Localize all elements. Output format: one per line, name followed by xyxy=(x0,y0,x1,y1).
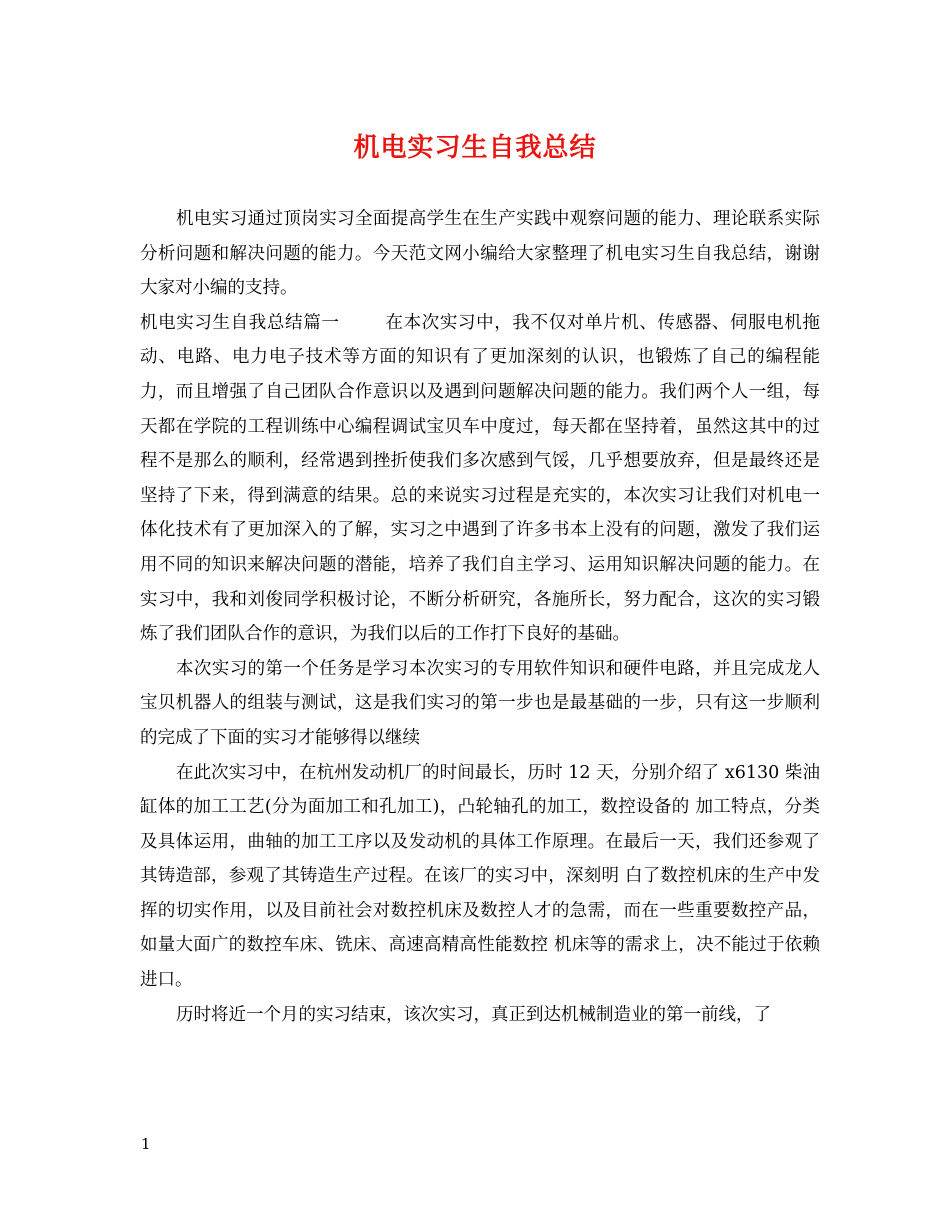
section-paragraph xyxy=(140,306,820,652)
document-body xyxy=(140,202,820,1032)
section-heading: 机电实习生自我总结篇一 xyxy=(140,312,340,333)
paragraph-2: 本次实习的第一个任务是学习本次实习的专用软件知识和硬件电路，并且完成龙人宝贝机器人的组装与测试，这是我们实习的第一步也是最基础的一步，只有这一步顺利的完成了下面的实习才能够得以继续 xyxy=(140,658,820,748)
document-title: 机电实习生自我总结 xyxy=(353,133,597,163)
intro-paragraph: 机电实习通过顶岗实习全面提高学生在生产实践中观察问题的能力、理论联系实际分析问题和解决问题的能力。今天范文网小编给大家整理了机电实习生自我总结，谢谢大家对小编的支持。 xyxy=(140,209,820,299)
page-number: 1 xyxy=(141,1135,151,1153)
section-text: 在本次实习中，我不仅对单片机、传感器、伺服电机拖动、电路、电力电子技术等方面的知识有了更加深刻的认识，也锻炼了自己的编程能力，而且增强了自己团队合作意识以及遇到问题解决问题的能力。我们两个人一组，每天都在学院的工程训练中心编程调试宝贝车中度过，每天都在坚持着，虽然这其中的过程不是那么的顺利，经常遇到挫折使我们多次感到气馁，几乎想要放弃，但是最终还是坚持了下来，得到满意的结果。总的来说实习过程是充实的，本次实习让我们对机电一体化技术有了更加深入的了解，实习之中遇到了许多书本上没有的问题，激发了我们运用不同的知识来解决问题的潜能，培养了我们自主学习、运用知识解决问题的能力。在实习中，我和刘俊同学积极讨论，不断分析研究，各施所长，努力配合，这次的实习锻炼了我们团队合作的意识，为我们以后的工作打下良好的基础。 xyxy=(140,312,821,645)
paragraph-3: 在此次实习中，在杭州发动机厂的时间最长，历时 12 天，分别介绍了 x6130 柴油缸体的加工工艺(分为面加工和孔加工)，凸轮轴孔的加工，数控设备的 加工特点，分类及具体运用，曲轴的加工工序以及发动机的具体工作原理。在最后一天，我们还参观了其铸造部，参观了其铸造生产过程。在该厂的实习中，深刻明 白了数控机床的生产中发挥的切实作用，以及目前社会对数控机床及数控人才的急需，而在一些重要数控产品，如量大面广的数控车床、铣床、高速高精高性能数控 机床等的需求上，决不能过于依赖进口。 xyxy=(140,762,820,991)
paragraph-4: 历时将近一个月的实习结束，该次实习，真正到达机械制造业的第一前线，了 xyxy=(176,1004,771,1025)
